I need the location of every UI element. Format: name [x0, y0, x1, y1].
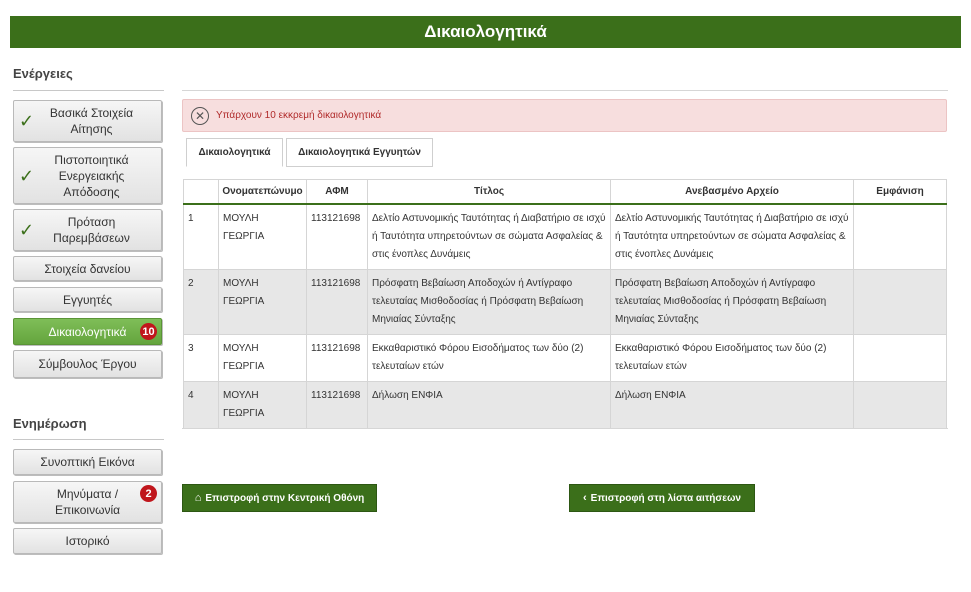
- column-header-uploaded-file: Ανεβασμένο Αρχείο: [611, 180, 854, 205]
- column-header-number: [184, 180, 219, 205]
- row-view[interactable]: [854, 335, 947, 382]
- tab-label: Δικαιολογητικά: [198, 147, 271, 158]
- alert-text: Υπάρχουν 10 εκκρεμή δικαιολογητικά: [216, 110, 382, 121]
- row-title-link[interactable]: Δελτίο Αστυνομικής Ταυτότητας ή Διαβατήριο σε ισχύ ή Ταυτότητα υπηρετούντων σε σώματα Ασφαλείας & στις ένοπλες Δυνάμεις: [368, 204, 611, 270]
- return-to-list-button[interactable]: [569, 484, 755, 512]
- row-uploaded-file: Δήλωση ΕΝΦΙΑ: [611, 382, 854, 429]
- sidebar-item-label: Πιστοποιητικά Ενεργειακής Απόδοσης: [54, 152, 129, 199]
- sidebar-item-label: Ιστορικό: [65, 534, 110, 548]
- documents-table: [183, 179, 947, 429]
- row-uploaded-file: Εκκαθαριστικό Φόρου Εισοδήματος των δύο (2) τελευταίων ετών: [611, 335, 854, 382]
- home-icon: ⌂: [194, 492, 202, 504]
- sidebar-item-label: Συνοπτική Εικόνα: [40, 455, 135, 469]
- row-title-link[interactable]: Εκκαθαριστικό Φόρου Εισοδήματος των δύο (2) τελευταίων ετών: [368, 335, 611, 382]
- row-name: ΜΟΥΛΗ ΓΕΩΡΓΙΑ: [219, 335, 307, 382]
- row-title-link[interactable]: Δήλωση ΕΝΦΙΑ: [368, 382, 611, 429]
- table-row: [184, 335, 947, 382]
- row-number: 4: [184, 382, 219, 429]
- tab-documents[interactable]: [186, 138, 283, 167]
- check-icon: ✓: [19, 111, 35, 131]
- sidebar-item-energy-certificates[interactable]: [13, 147, 162, 204]
- row-name: ΜΟΥΛΗ ΓΕΩΡΓΙΑ: [219, 204, 307, 270]
- sidebar-item-label: Στοιχεία δανείου: [44, 261, 131, 276]
- messages-count-badge: 2: [140, 485, 157, 502]
- row-number: 2: [184, 270, 219, 335]
- row-name: ΜΟΥΛΗ ΓΕΩΡΓΙΑ: [219, 382, 307, 429]
- chevron-left-icon: ‹: [583, 492, 587, 504]
- sidebar-item-label: Σύμβουλος Έργου: [38, 357, 137, 371]
- table-row: [184, 382, 947, 429]
- row-afm: 113121698: [307, 382, 368, 429]
- column-header-afm: ΑΦΜ: [307, 180, 368, 205]
- row-view[interactable]: [854, 382, 947, 429]
- page-header: [10, 16, 961, 48]
- row-uploaded-file: Δελτίο Αστυνομικής Ταυτότητας ή Διαβατήριο σε ισχύ ή Ταυτότητα υπηρετούντων σε σώματα Ασφαλείας & στις ένοπλες Δυνάμεις: [611, 204, 854, 270]
- sidebar-item-label: Μηνύματα / Επικοινωνία: [54, 487, 121, 517]
- sidebar-item-loan-details[interactable]: [13, 256, 162, 281]
- pending-documents-alert: [182, 99, 947, 132]
- column-header-name: Ονοματεπώνυμο: [219, 180, 307, 205]
- sidebar-item-basic-info[interactable]: [13, 100, 162, 142]
- sidebar-item-project-advisor[interactable]: [13, 350, 162, 378]
- sidebar-item-history[interactable]: [13, 528, 162, 554]
- column-header-view: Εμφάνιση: [854, 180, 947, 205]
- check-icon: ✓: [19, 220, 35, 240]
- sidebar-item-overview[interactable]: [13, 449, 162, 475]
- column-header-title: Τίτλος: [368, 180, 611, 205]
- return-home-button[interactable]: [182, 484, 377, 512]
- check-icon: ✓: [19, 165, 35, 186]
- return-home-label: Επιστροφή στην Κεντρική Οθόνη: [205, 492, 365, 504]
- page-title: Δικαιολογητικά: [424, 22, 547, 41]
- main-top-divider: [182, 90, 948, 91]
- info-section-divider: [13, 439, 164, 440]
- sidebar-item-label: Βασικά Στοιχεία Αίτησης: [49, 106, 134, 136]
- row-afm: 113121698: [307, 270, 368, 335]
- main-bottom-divider: [182, 428, 948, 429]
- table-header-row: [184, 180, 947, 205]
- row-view[interactable]: [854, 204, 947, 270]
- table-row: [184, 270, 947, 335]
- row-afm: 113121698: [307, 204, 368, 270]
- row-uploaded-file: Πρόσφατη Βεβαίωση Αποδοχών ή Αντίγραφο τελευταίας Μισθοδοσίας ή Πρόσφατη Βεβαίωση Μηνιαίας Σύνταξης: [611, 270, 854, 335]
- sidebar-item-label: Δικαιολογητικά: [48, 324, 127, 339]
- tab-label: Δικαιολογητικά Εγγυητών: [298, 147, 421, 158]
- sidebar-item-label: Εγγυητές: [62, 292, 113, 307]
- row-number: 1: [184, 204, 219, 270]
- close-circle-icon: ✕: [191, 107, 209, 125]
- documents-count-badge: 10: [140, 323, 157, 340]
- tab-guarantor-documents[interactable]: [286, 138, 433, 167]
- table-row: [184, 204, 947, 270]
- row-title-link[interactable]: Πρόσφατη Βεβαίωση Αποδοχών ή Αντίγραφο τελευταίας Μισθοδοσίας ή Πρόσφατη Βεβαίωση Μηνιαίας Σύνταξης: [368, 270, 611, 335]
- row-name: ΜΟΥΛΗ ΓΕΩΡΓΙΑ: [219, 270, 307, 335]
- sidebar-item-interventions[interactable]: [13, 209, 162, 251]
- return-to-list-label: Επιστροφή στη λίστα αιτήσεων: [590, 492, 741, 504]
- sidebar-item-label: Πρόταση Παρεμβάσεων: [53, 215, 130, 245]
- row-afm: 113121698: [307, 335, 368, 382]
- sidebar-item-guarantors[interactable]: [13, 287, 162, 312]
- actions-section-title: Ενέργειες: [13, 66, 73, 81]
- row-view[interactable]: [854, 270, 947, 335]
- sidebar-item-documents[interactable]: [13, 318, 162, 345]
- row-number: 3: [184, 335, 219, 382]
- actions-section-divider: [13, 90, 164, 91]
- info-section-title: Ενημέρωση: [13, 416, 87, 431]
- sidebar-item-messages[interactable]: [13, 481, 162, 523]
